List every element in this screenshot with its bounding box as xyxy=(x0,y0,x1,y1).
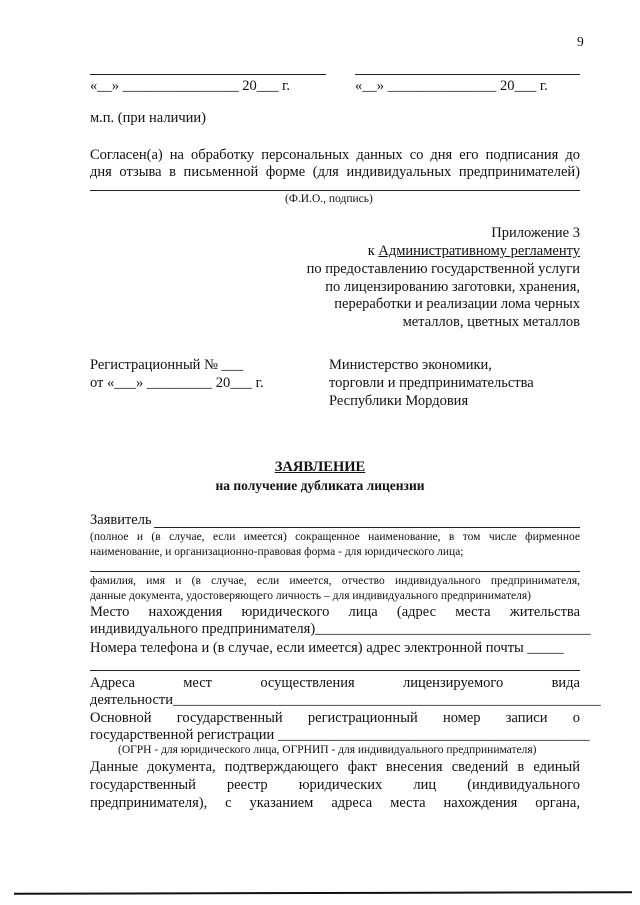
appendix-line-5: переработки и реализации лома черных xyxy=(334,296,580,312)
registration-date: от «___» _________ 20___ г. xyxy=(90,375,264,391)
ministry-line-2: торговли и предпринимательства xyxy=(329,375,534,391)
appendix-line-2 xyxy=(368,243,580,260)
data-line-3: предпринимателя), с указанием адреса места нахождения органа, xyxy=(90,795,580,811)
applicant-note-2: наименование, и организационно-правовая форма - для юридического лица; xyxy=(90,546,464,558)
document-subtitle: на получение дубликата лицензии xyxy=(215,478,425,493)
appendix-line-3: по предоставлению государственной услуги xyxy=(306,261,580,277)
stamp-note: м.п. (при наличии) xyxy=(90,110,206,126)
fio-note-2: данные документа, удостоверяющего личность – для индивидуального предпринимателя) xyxy=(90,590,531,602)
ogrn-line-1: Основной государственный регистрационный номер записи о xyxy=(90,710,580,726)
consent-caption: (Ф.И.О., подпись) xyxy=(285,193,373,205)
ogrn-line-2: государственной регистрации ___________________________________________ xyxy=(90,727,590,743)
addresses-line-1: Адреса мест осуществления лицензируемого вида xyxy=(90,675,580,691)
ogrn-note: (ОГРН - для юридического лица, ОГРНИП - для индивидуального предпринимателя) xyxy=(118,744,537,756)
fio-note-1: фамилия, имя и (в случае, если имеется, отчество индивидуального предпринимателя, xyxy=(90,575,580,587)
addresses-line-2: деятельности___________________________________________________________ xyxy=(90,692,601,708)
appendix-prefix: к xyxy=(367,243,379,259)
appendix-title: Приложение 3 xyxy=(491,225,580,241)
regulation-link[interactable]: Административному регламенту xyxy=(378,243,580,259)
scan-edge-line xyxy=(14,891,632,895)
applicant-note-1: (полное и (в случае, если имеется) сокращенное наименование, в том числе фирменное xyxy=(90,531,580,543)
appendix-line-6: металлов, цветных металлов xyxy=(402,314,580,330)
applicant-label: Заявитель xyxy=(90,512,152,528)
phone-line: Номера телефона и (в случае, если имеется) адрес электронной почты _____ xyxy=(90,640,564,656)
document-title: ЗАЯВЛЕНИЕ xyxy=(274,459,366,475)
data-line-2: государственный реестр юридических лиц (индивидуального xyxy=(90,777,580,793)
date-left: «__» ________________ 20___ г. xyxy=(90,78,291,94)
ministry-line-1: Министерство экономики, xyxy=(329,357,492,373)
consent-line-1: Согласен(а) на обработку персональных данных со дня его подписания до xyxy=(90,147,580,163)
phone-field-line xyxy=(90,670,580,671)
registration-number: Регистрационный № ___ xyxy=(90,357,244,373)
ministry-line-3: Республики Мордовия xyxy=(329,393,469,409)
appendix-line-4: по лицензированию заготовки, хранения, xyxy=(325,279,580,295)
date-right: «__» _______________ 20___ г. xyxy=(355,78,548,94)
data-line-1: Данные документа, подтверждающего факт внесения сведений в единый xyxy=(90,759,580,775)
consent-line-2: дня отзыва в письменной форме (для индивидуальных предпринимателей) xyxy=(90,164,580,180)
signature-line-left xyxy=(90,74,326,75)
applicant-field-line xyxy=(154,527,580,528)
consent-signature-line xyxy=(90,190,580,191)
location-line-2: индивидуального предпринимателя)______________________________________ xyxy=(90,621,591,637)
applicant-field-line-2 xyxy=(90,571,580,572)
location-line-1: Место нахождения юридического лица (адрес места жительства xyxy=(90,604,580,620)
page-number: 9 xyxy=(577,34,584,49)
signature-line-right xyxy=(355,74,580,75)
